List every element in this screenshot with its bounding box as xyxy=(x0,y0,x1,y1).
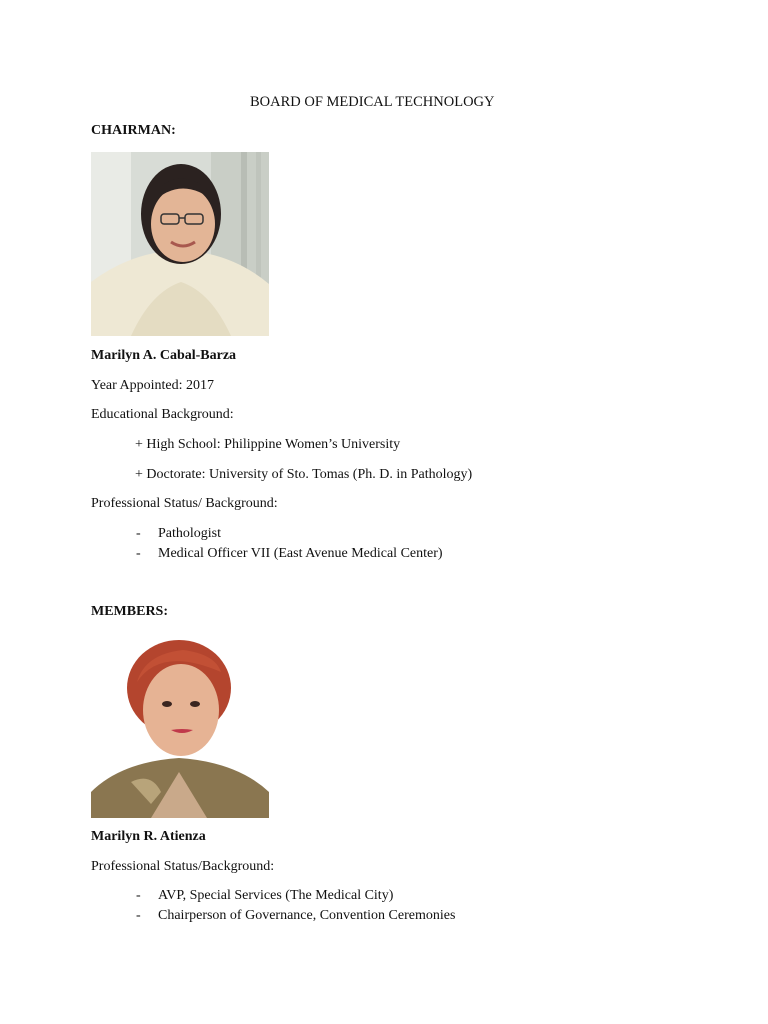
member-professional-item: AVP, Special Services (The Medical City) xyxy=(158,888,394,903)
members-heading: MEMBERS: xyxy=(91,604,168,619)
chairman-professional-label: Professional Status/ Background: xyxy=(91,496,278,511)
list-bullet: - xyxy=(136,546,141,561)
chairman-professional-item: Medical Officer VII (East Avenue Medical Center) xyxy=(158,546,443,561)
chairman-education-label: Educational Background: xyxy=(91,407,234,422)
document-title: BOARD OF MEDICAL TECHNOLOGY xyxy=(250,94,495,110)
list-bullet: - xyxy=(136,908,141,923)
chairman-photo xyxy=(91,152,269,336)
member-professional-label: Professional Status/Background: xyxy=(91,859,275,874)
member-photo xyxy=(91,632,269,818)
chairman-portrait-image xyxy=(91,152,269,336)
list-bullet: - xyxy=(136,526,141,541)
member-name: Marilyn R. Atienza xyxy=(91,829,206,844)
chairman-education-item: + High School: Philippine Women’s University xyxy=(135,437,401,452)
member-professional-item: Chairperson of Governance, Convention Ceremonies xyxy=(158,908,456,923)
chairman-name: Marilyn A. Cabal-Barza xyxy=(91,348,237,363)
chairman-year-appointed: Year Appointed: 2017 xyxy=(91,378,215,393)
chairman-education-item: + Doctorate: University of Sto. Tomas (Ph. D. in Pathology) xyxy=(135,467,473,482)
chairman-professional-item: Pathologist xyxy=(158,526,222,541)
chairman-heading: CHAIRMAN: xyxy=(91,123,176,138)
member-portrait-image xyxy=(91,632,269,818)
list-bullet: - xyxy=(136,888,141,903)
